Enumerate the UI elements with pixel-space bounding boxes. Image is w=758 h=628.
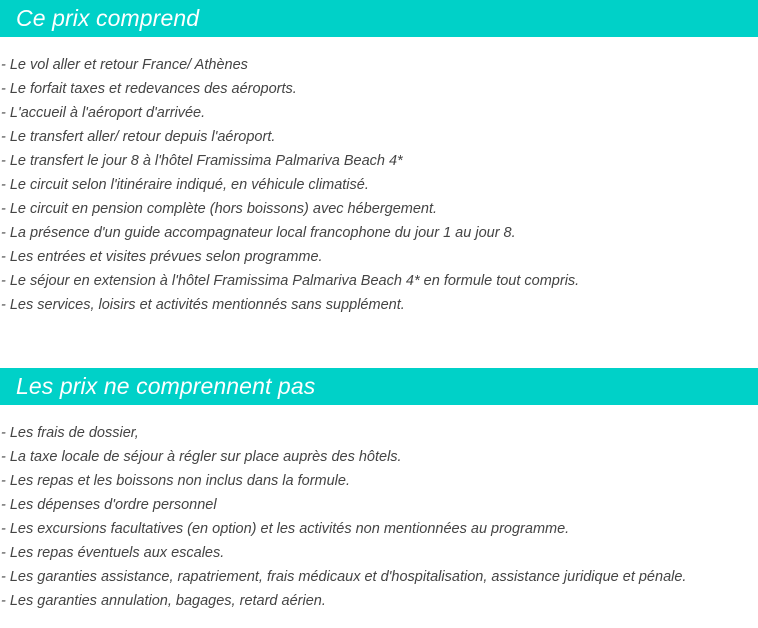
excluded-title: Les prix ne comprennent pas — [16, 373, 316, 399]
excluded-item: - Les repas et les boissons non inclus dans la formule. — [1, 473, 350, 489]
excluded-header-bar — [0, 368, 758, 405]
included-item: - Le circuit en pension complète (hors boissons) avec hébergement. — [1, 201, 438, 217]
included-title: Ce prix comprend — [16, 5, 200, 31]
included-item: - Le vol aller et retour France/ Athènes — [1, 57, 248, 73]
included-item: - Le transfert aller/ retour depuis l'aéroport. — [1, 129, 276, 145]
excluded-item: - Les frais de dossier, — [1, 425, 139, 441]
excluded-item: - Les repas éventuels aux escales. — [1, 545, 225, 561]
included-item: - Le forfait taxes et redevances des aéroports. — [1, 81, 297, 97]
included-list — [0, 53, 758, 317]
excluded-item: - Les excursions facultatives (en option) et les activités non mentionnées au programme. — [1, 521, 570, 537]
excluded-list — [0, 421, 758, 613]
included-item: - Le circuit selon l'itinéraire indiqué, en véhicule climatisé. — [1, 177, 369, 193]
included-item: - Le transfert le jour 8 à l'hôtel Framissima Palmariva Beach 4* — [1, 153, 403, 169]
excluded-section — [0, 368, 758, 613]
included-item: - Les entrées et visites prévues selon programme. — [1, 249, 323, 265]
included-item: - L'accueil à l'aéroport d'arrivée. — [1, 105, 206, 121]
included-header-bar — [0, 0, 758, 37]
excluded-item: - Les garanties assistance, rapatriement, frais médicaux et d'hospitalisation, assistance juridique et pénale. — [1, 569, 687, 585]
excluded-item: - La taxe locale de séjour à régler sur place auprès des hôtels. — [1, 449, 402, 465]
excluded-item: - Les garanties annulation, bagages, retard aérien. — [1, 593, 326, 609]
included-item: - Le séjour en extension à l'hôtel Framissima Palmariva Beach 4* en formule tout compris. — [1, 273, 580, 289]
excluded-item: - Les dépenses d'ordre personnel — [1, 497, 217, 513]
included-item: - La présence d'un guide accompagnateur local francophone du jour 1 au jour 8. — [1, 225, 516, 241]
included-item: - Les services, loisirs et activités mentionnés sans supplément. — [1, 297, 405, 313]
